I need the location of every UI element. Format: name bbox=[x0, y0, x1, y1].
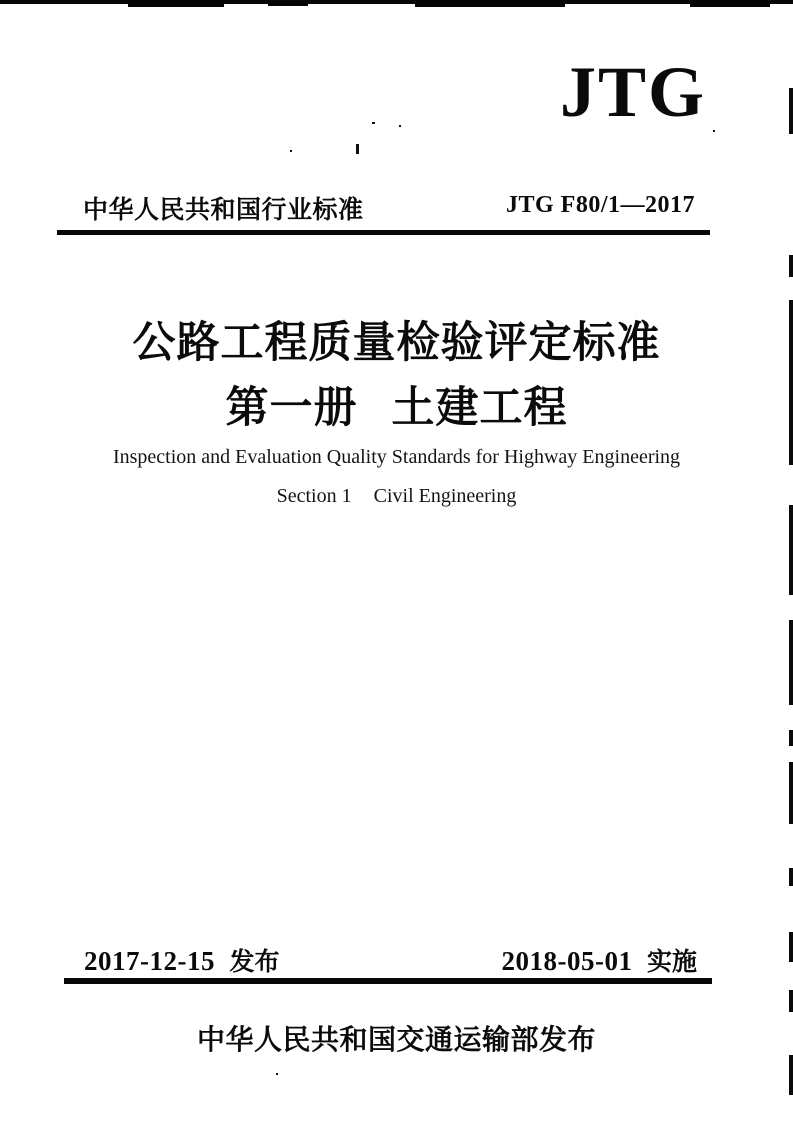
effective-label: 实施 bbox=[646, 948, 697, 976]
scan-artifact-right-edge bbox=[789, 620, 793, 705]
header-rule bbox=[57, 230, 710, 235]
scan-artifact-right-edge bbox=[789, 255, 793, 277]
scan-artifact bbox=[415, 3, 565, 7]
scan-artifact-right-edge bbox=[789, 762, 793, 824]
scan-artifact bbox=[268, 3, 308, 6]
publisher: 中华人民共和国交通运输部发布 bbox=[196, 1024, 596, 1055]
scan-artifact-speck bbox=[372, 122, 375, 124]
scan-artifact-right-edge bbox=[789, 990, 793, 1012]
main-title-volume: 第一册 bbox=[225, 384, 358, 432]
scan-artifact bbox=[690, 3, 770, 7]
english-subtitle-line1: Inspection and Evaluation Quality Standards for Highway Engineering bbox=[112, 446, 681, 468]
scan-artifact-right-edge bbox=[789, 88, 793, 134]
scan-artifact-right-edge bbox=[789, 868, 793, 886]
scan-artifact-speck bbox=[276, 1073, 278, 1075]
jtg-logo: JTG bbox=[560, 52, 707, 132]
main-title-line2 bbox=[0, 384, 793, 432]
main-title-line1: 公路工程质量检验评定标准 bbox=[132, 319, 661, 367]
english-subtitle bbox=[0, 447, 793, 506]
issue-date: 2017-12-15 bbox=[84, 946, 215, 976]
issue-date-group bbox=[84, 942, 279, 978]
scan-artifact-speck bbox=[713, 130, 715, 132]
english-section-label: Section 1 bbox=[276, 485, 352, 507]
effective-date-group bbox=[502, 942, 697, 978]
scan-artifact-speck bbox=[399, 125, 401, 127]
dates-row bbox=[0, 942, 793, 976]
standard-number: JTG F80/1—2017 bbox=[505, 192, 695, 218]
scan-artifact-right-edge bbox=[789, 1055, 793, 1095]
scan-artifact-top-edge bbox=[0, 0, 793, 4]
effective-date: 2018-05-01 bbox=[501, 946, 633, 976]
scan-artifact-right-edge bbox=[789, 730, 793, 746]
english-subtitle-line2 bbox=[0, 486, 793, 506]
standard-class-label: 中华人民共和国行业标准 bbox=[83, 196, 364, 224]
main-title bbox=[0, 319, 793, 432]
footer-rule bbox=[64, 978, 712, 984]
scan-artifact-speck bbox=[290, 150, 292, 152]
scan-artifact-speck bbox=[356, 144, 359, 154]
scan-artifact bbox=[128, 3, 224, 7]
english-section-name: Civil Engineering bbox=[373, 485, 517, 507]
main-title-subject: 土建工程 bbox=[391, 384, 568, 432]
issue-label: 发布 bbox=[229, 948, 280, 976]
scan-artifact-right-edge bbox=[789, 505, 793, 595]
